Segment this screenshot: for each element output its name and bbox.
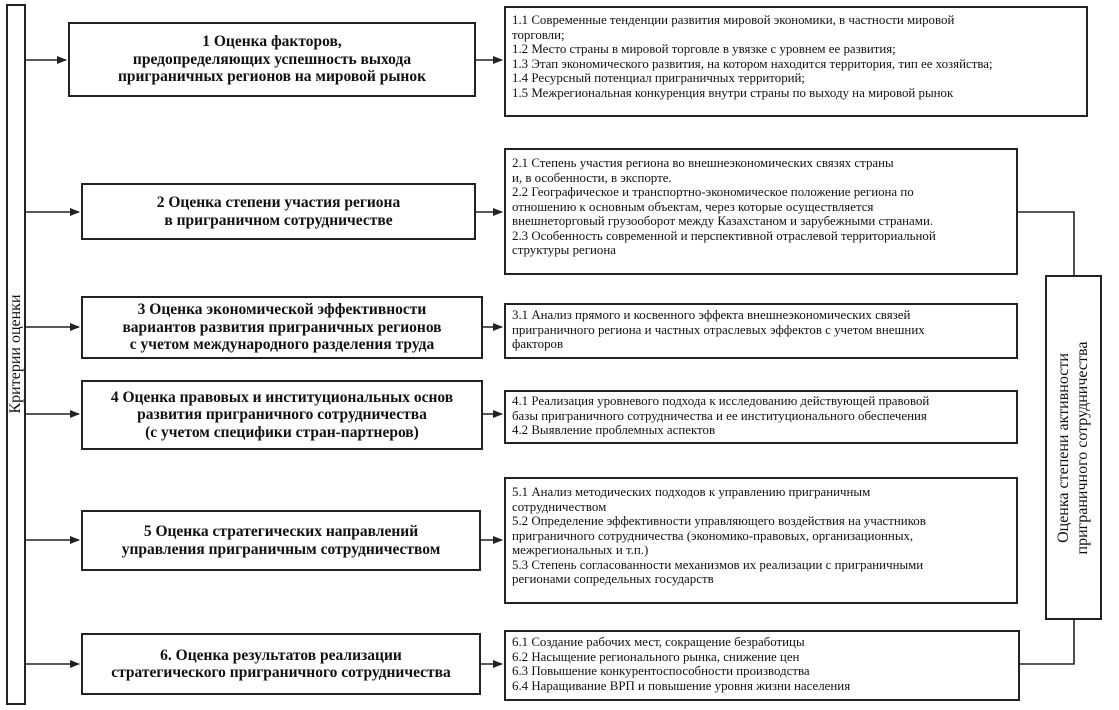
criterion-4-details: 4.1 Реализация уровневого подхода к исследованию действующей правовой базы приграничного сотрудничества и ее институционального обеспечения 4.2 Выявление проблемных аспектов <box>504 390 1018 444</box>
criterion-5-details: 5.1 Анализ методических подходов к управлению приграничным сотрудничеством 5.2 Определение эффективности управляющего воздействия на участников приграничного сотрудничества (экономико-правовых, организационных, межрегиональных и т.п.) 5.3 Степень согласованности механизмов их реализации с приграничными регионами сопредельных государств <box>504 477 1018 604</box>
criterion-1-details: 1.1 Современные тенденции развития мировой экономики, в частности мировой торговли; 1.2 Место страны в мировой торговле в увязке с уровнем ее развития; 1.3 Этап экономического развития, на котором находится территория, тип ее хозяйства; 1.4 Ресурсный потенциал приграничных территорий; 1.5 Межрегиональная конкуренция внутри страны по выходу на мировой рынок <box>504 6 1088 117</box>
activity-assessment-label: Оценка степени активности приграничного сотрудничества <box>1054 341 1091 555</box>
criterion-5-box: 5 Оценка стратегических направлений управления приграничным сотрудничеством <box>81 510 481 571</box>
criterion-1-box: 1 Оценка факторов, предопределяющих успешность выхода приграничных регионов на мировой рынок <box>68 22 476 97</box>
criterion-4-box: 4 Оценка правовых и институциональных основ развития приграничного сотрудничества (с учетом специфики стран-партнеров) <box>81 380 483 450</box>
link-to-activity-top <box>1018 212 1074 275</box>
criteria-side-label: Критерии оценки <box>7 294 24 414</box>
criterion-6-details: 6.1 Создание рабочих мест, сокращение безработицы 6.2 Насыщение регионального рынка, снижение цен 6.3 Повышение конкурентоспособности производства 6.4 Наращивание ВРП и повышение уровня жизни населения <box>504 630 1020 701</box>
criterion-3-box: 3 Оценка экономической эффективности вариантов развития приграничных регионов с учетом международного разделения труда <box>81 296 483 359</box>
criterion-3-details: 3.1 Анализ прямого и косвенного эффекта внешнеэкономических связей приграничного региона и частных отраслевых эффектов с учетом внешних факторов <box>504 303 1018 359</box>
link-to-activity-bottom <box>1020 620 1074 664</box>
criterion-6-box: 6. Оценка результатов реализации стратегического приграничного сотрудничества <box>81 633 481 695</box>
criterion-2-details: 2.1 Степень участия региона во внешнеэкономических связях страны и, в особенности, в экспорте. 2.2 Географическое и транспортно-экономическое положение региона по отношению к основным объектам, через которые осуществляется внешнеторговый грузооборот между Казахстаном и зарубежными странами. 2.3 Особенность современной и перспективной отраслевой территориальной структуры региона <box>504 148 1018 275</box>
criterion-2-box: 2 Оценка степени участия региона в приграничном сотрудничестве <box>81 183 476 240</box>
